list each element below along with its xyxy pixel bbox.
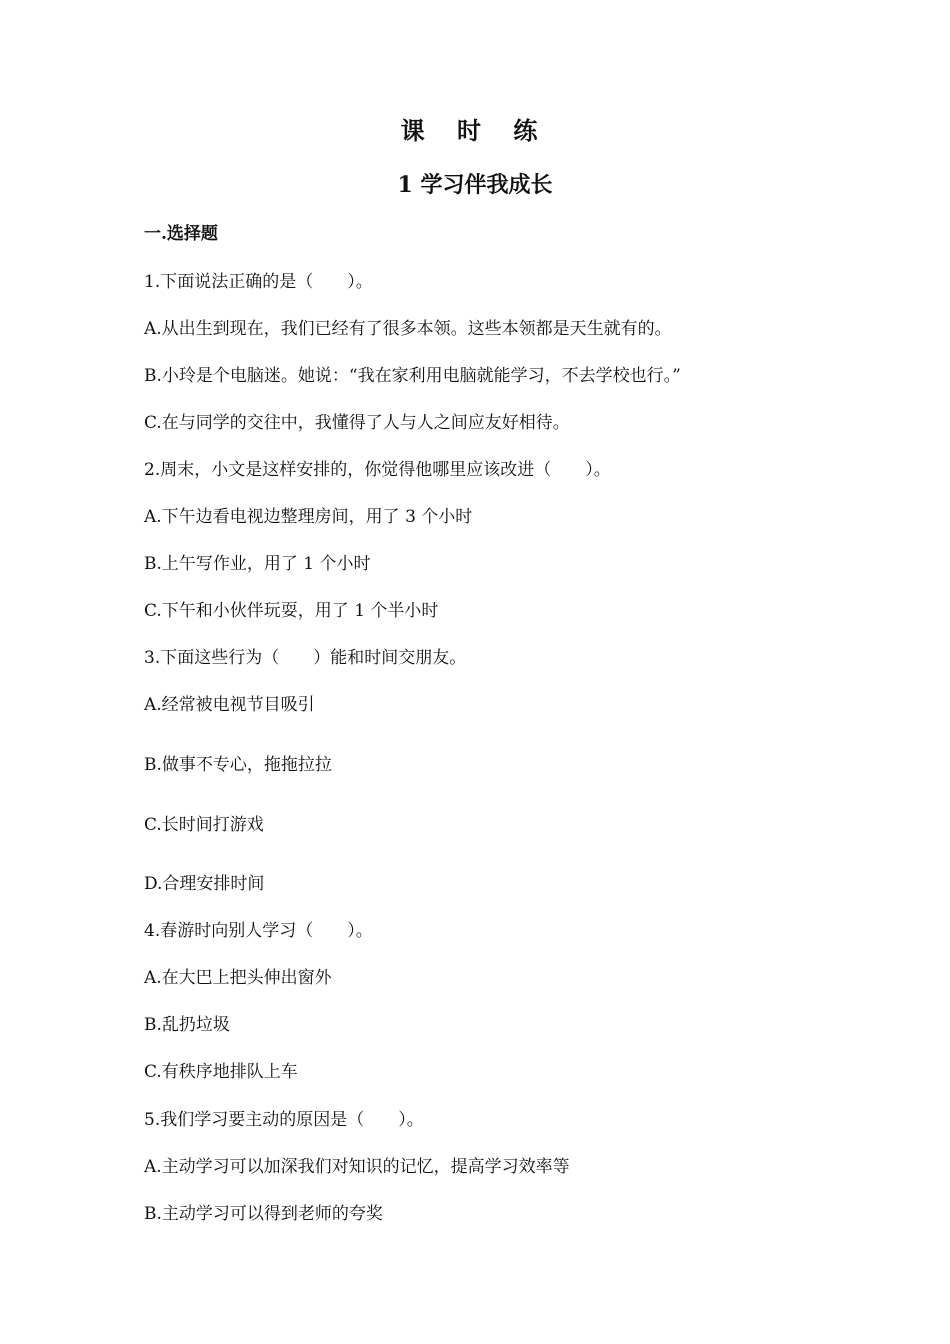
question-2-stem: 2.周末，小文是这样安排的，你觉得他哪里应该改进（ ）。 [144,460,611,480]
question-4-option-a: A.在大巴上把头伸出窗外 [144,968,332,988]
question-3-option-d: D.合理安排时间 [144,874,265,894]
question-3-option-b: B.做事不专心，拖拖拉拉 [144,755,332,775]
question-1-stem: 1.下面说法正确的是（ ）。 [144,272,373,292]
question-5-option-b: B.主动学习可以得到老师的夸奖 [144,1204,383,1224]
page-title: 课 时 练 [400,116,550,145]
question-5-stem: 5.我们学习要主动的原因是（ ）。 [144,1110,424,1130]
question-2-option-b: B.上午写作业，用了 1 个小时 [144,554,371,574]
question-2-option-a: A.下午边看电视边整理房间，用了 3 个小时 [144,507,473,527]
question-1-option-a: A.从出生到现在，我们已经有了很多本领。这些本领都是天生就有的。 [144,319,672,339]
question-4-option-b: B.乱扔垃圾 [144,1015,230,1035]
question-4-stem: 4.春游时向别人学习（ ）。 [144,921,373,941]
lesson-title: 1 学习伴我成长 [397,172,553,198]
question-1-option-b: B.小玲是个电脑迷。她说：“我在家利用电脑就能学习，不去学校也行。” [144,366,681,386]
question-3-option-c: C.长时间打游戏 [144,815,264,835]
question-3-stem: 3.下面这些行为（ ）能和时间交朋友。 [144,648,467,668]
question-4-option-c: C.有秩序地排队上车 [144,1062,298,1082]
question-2-option-c: C.下午和小伙伴玩耍，用了 1 个半小时 [144,601,439,621]
section-heading: 一.选择题 [144,224,218,244]
question-3-option-a: A.经常被电视节目吸引 [144,695,315,715]
question-1-option-c: C.在与同学的交往中，我懂得了人与人之间应友好相待。 [144,413,570,433]
question-5-option-a: A.主动学习可以加深我们对知识的记忆，提高学习效率等 [144,1157,570,1177]
